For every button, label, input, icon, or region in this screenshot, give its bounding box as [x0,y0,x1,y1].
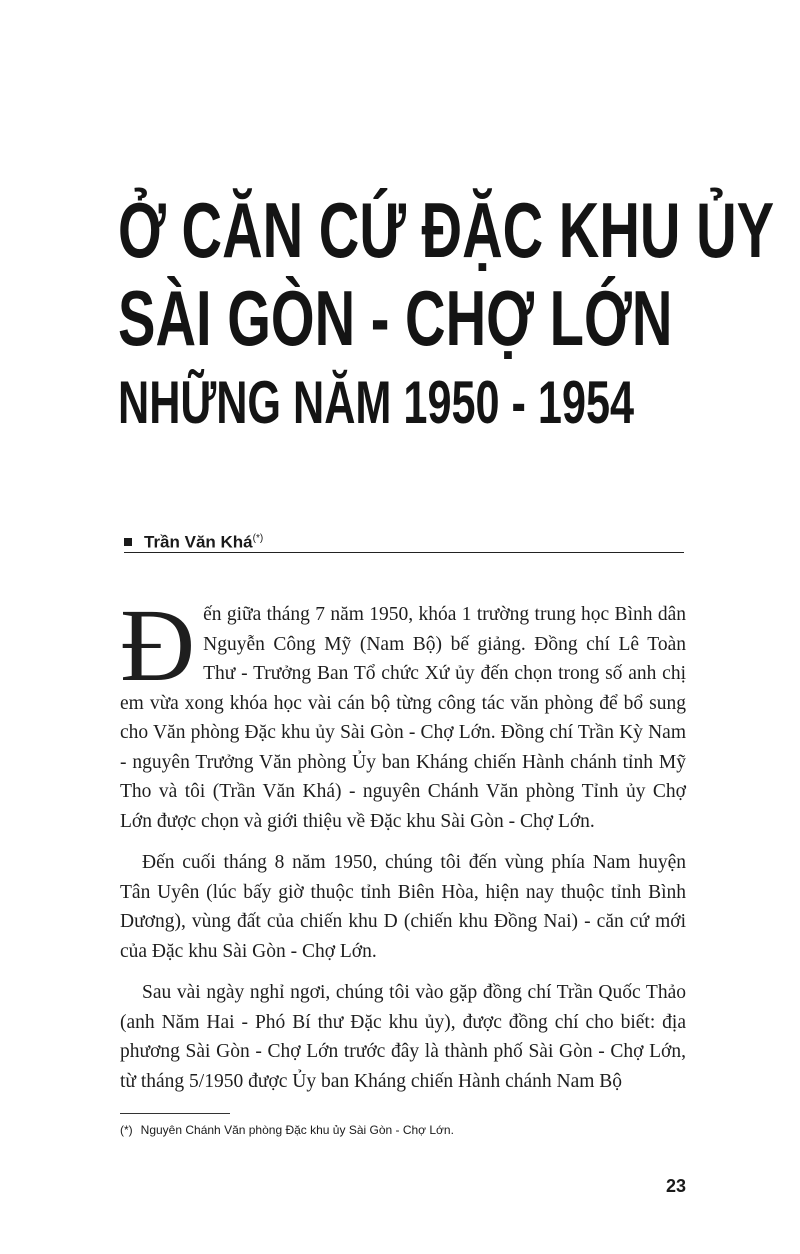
title-line-2: SÀI GÒN - CHỢ LỚN [118,274,673,362]
footnote-text: Nguyên Chánh Văn phòng Đặc khu ủy Sài Gòn - Chợ Lớn. [140,1123,454,1137]
page-number: 23 [665,1176,686,1196]
body-text [120,588,686,1108]
byline [124,528,684,553]
footnote-mark: (*) [120,1123,133,1137]
square-bullet-icon [124,538,132,546]
footnote [120,1122,686,1138]
footnote-divider [120,1113,230,1114]
paragraph-1-text: ến giữa tháng 7 năm 1950, khóa 1 trường trung học Bình dân Nguyễn Công Mỹ (Nam Bộ) bế giảng. Đồng chí Lê Toàn Thư - Trưởng Ban Tổ chức Xứ ủy đến chọn trong số anh chị em vừa xong khóa học vài cán bộ từng công tác văn phòng để bổ sung cho Văn phòng Đặc khu ủy Sài Gòn - Chợ Lớn. Đồng chí Trần Kỳ Nam - nguyên Trưởng Văn phòng Ủy ban Kháng chiến Hành chánh tỉnh Mỹ Tho và tôi (Trần Văn Khá) - nguyên Chánh Văn phòng Tỉnh ủy Chợ Lớn được chọn và giới thiệu về Đặc khu Sài Gòn - Chợ Lớn. [120,604,686,832]
author-name: Trần Văn Khá [144,532,253,552]
drop-cap: Đ [120,588,196,703]
paragraph-2: Đến cuối tháng 8 năm 1950, chúng tôi đến vùng phía Nam huyện Tân Uyên (lúc bấy giờ thuộc tỉnh Biên Hòa, hiện nay thuộc tỉnh Bình Dương), vùng đất của chiến khu D (chiến khu Đồng Nai) - căn cứ mới của Đặc khu Sài Gòn - Chợ Lớn. [120,852,686,962]
author-footnote-mark: (*) [252,533,264,544]
chapter-title [118,186,775,438]
paragraph-1 [120,588,686,836]
title-line-3: NHỮNG NĂM 1950 - 1954 [118,369,635,436]
paragraph-3: Sau vài ngày nghỉ ngơi, chúng tôi vào gặp đồng chí Trần Quốc Thảo (anh Năm Hai - Phó Bí thư Đặc khu ủy), được đồng chí cho biết: địa phương Sài Gòn - Chợ Lớn trước đây là thành phố Sài Gòn - Chợ Lớn, từ tháng 5/1950 được Ủy ban Kháng chiến Hành chánh Nam Bộ [120,982,686,1092]
title-line-1: Ở CĂN CỨ ĐẶC KHU ỦY [118,186,775,274]
